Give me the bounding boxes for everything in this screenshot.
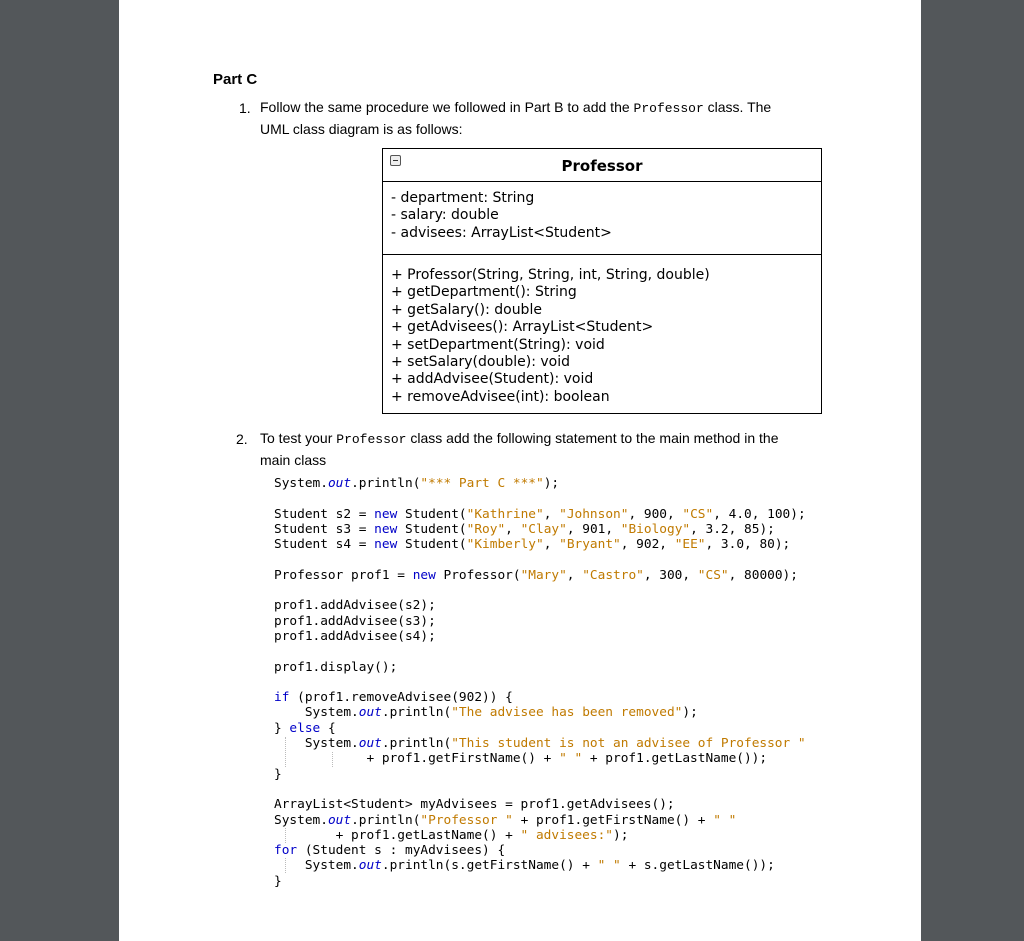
code-token: , 3.0, 80); xyxy=(705,537,791,553)
code-token: Student( xyxy=(397,537,467,553)
code-token: ArrayList<Student> myAdvisees = prof1.getAdvisees(); xyxy=(274,797,675,813)
uml-attributes xyxy=(383,182,821,255)
code-token: .println( xyxy=(351,812,421,828)
code-token: } xyxy=(274,766,282,782)
uml-operation: + getAdvisees(): ArrayList<Student> xyxy=(391,319,654,336)
uml-class-diagram xyxy=(382,148,822,414)
code-token: prof1.addAdvisee(s3); xyxy=(274,613,436,629)
code-token: , 902, xyxy=(620,537,675,553)
code-token: + prof1.getLastName()); xyxy=(582,751,768,767)
code-token: + prof1.getFirstName() + xyxy=(274,751,560,767)
code-token: "Kathrine" xyxy=(466,506,544,522)
code-token: System. xyxy=(274,476,328,491)
uml-operation: + removeAdvisee(int): boolean xyxy=(391,388,610,405)
code-token: , 3.2, 85); xyxy=(690,521,775,537)
code-token: for xyxy=(274,843,298,859)
class-name-code: Professor xyxy=(633,101,704,116)
code-token: "Biology" xyxy=(620,521,691,537)
code-line xyxy=(274,797,675,812)
code-line xyxy=(274,537,790,552)
uml-operation: + setDepartment(String): void xyxy=(391,336,605,353)
code-token: , 300, xyxy=(643,567,698,583)
uml-attribute: - salary: double xyxy=(391,207,499,224)
code-line xyxy=(274,660,397,675)
code-token: System. xyxy=(274,705,359,721)
code-line xyxy=(274,843,505,858)
code-token: , 4.0, 100); xyxy=(713,506,806,522)
code-token: Professor prof1 = xyxy=(274,567,413,583)
code-token: .println(s.getFirstName() + xyxy=(381,858,598,874)
code-token: .println( xyxy=(381,736,452,752)
code-token: out xyxy=(358,705,382,721)
code-token: , 80000); xyxy=(728,567,798,583)
code-token: "*** Part C ***" xyxy=(420,476,544,491)
code-token: if xyxy=(274,690,290,706)
code-token: "CS" xyxy=(682,506,714,522)
uml-attribute: - department: String xyxy=(391,190,535,206)
step-2-number: 2. xyxy=(236,431,248,447)
code-line xyxy=(274,614,436,629)
step-1-number: 1. xyxy=(239,100,251,116)
code-token: "Roy" xyxy=(466,521,506,537)
uml-attribute: - advisees: ArrayList<Student> xyxy=(391,224,612,241)
uml-operation: + setSalary(double): void xyxy=(391,354,570,371)
code-line xyxy=(274,690,513,705)
code-line xyxy=(274,736,806,751)
code-token: "EE" xyxy=(674,537,706,553)
code-token: new xyxy=(412,567,436,583)
code-line xyxy=(274,858,775,873)
code-token: "Mary" xyxy=(520,567,567,583)
uml-operation: + getDepartment(): String xyxy=(391,284,577,301)
code-token: out xyxy=(358,736,382,752)
code-token: new xyxy=(374,537,398,553)
code-token: + s.getLastName()); xyxy=(620,858,775,874)
code-line xyxy=(274,629,436,644)
uml-operation: + addAdvisee(Student): void xyxy=(391,371,594,388)
code-token: Student( xyxy=(397,506,467,522)
code-token: new xyxy=(374,506,398,522)
code-token: " " xyxy=(559,751,583,767)
code-token: "Clay" xyxy=(520,521,567,537)
code-token: Student s3 = xyxy=(274,521,375,537)
code-line xyxy=(274,476,559,491)
code-line xyxy=(274,507,806,522)
code-token: " advisees:" xyxy=(520,827,613,843)
code-token: } xyxy=(274,873,282,889)
code-token: , xyxy=(543,506,560,522)
code-token: System. xyxy=(274,858,359,874)
code-token: Professor( xyxy=(435,567,521,583)
code-token: prof1.addAdvisee(s4); xyxy=(274,628,436,644)
uml-operation: + getSalary(): double xyxy=(391,301,542,318)
code-token: out xyxy=(327,476,352,491)
code-token: .println( xyxy=(351,476,421,491)
code-line xyxy=(274,522,775,537)
code-line xyxy=(274,828,628,843)
code-token: (Student s : myAdvisees) { xyxy=(297,843,506,859)
code-token: Student( xyxy=(397,521,467,537)
code-token: { xyxy=(320,720,336,736)
code-token: ); xyxy=(613,827,629,843)
code-block xyxy=(274,476,806,889)
step-1-text: Follow the same procedure we followed in Part B to add the Professor class. The UML class diagram is as follows: xyxy=(260,99,772,137)
code-line xyxy=(274,767,282,782)
code-token: "The advisee has been removed" xyxy=(451,705,683,721)
code-token: System. xyxy=(274,736,359,752)
code-token: ); xyxy=(682,705,698,721)
uml-operation: + Professor(String, String, int, String, double) xyxy=(391,267,710,283)
uml-operations xyxy=(383,255,821,406)
code-token: " " xyxy=(713,812,737,828)
code-token: prof1.addAdvisee(s2); xyxy=(274,598,436,614)
code-token: System. xyxy=(274,812,328,828)
code-token: Student s2 = xyxy=(274,506,375,522)
code-token: new xyxy=(374,521,398,537)
code-token: else xyxy=(289,720,321,736)
class-name-code: Professor xyxy=(336,432,407,447)
code-token: , xyxy=(505,521,521,537)
code-line xyxy=(274,568,798,583)
code-line xyxy=(274,721,336,736)
code-token: "Johnson" xyxy=(559,506,629,522)
code-token: out xyxy=(327,812,352,828)
code-line xyxy=(274,751,767,766)
code-token: out xyxy=(358,858,382,874)
code-token: , 901, xyxy=(566,521,621,537)
code-token: "Bryant" xyxy=(559,537,621,553)
code-token: , xyxy=(543,537,560,553)
code-token: + prof1.getFirstName() + xyxy=(512,812,714,828)
section-heading: Part C xyxy=(213,71,258,88)
document-page xyxy=(119,0,921,941)
code-token: } xyxy=(274,720,290,736)
code-line xyxy=(274,598,436,613)
code-token: (prof1.removeAdvisee(902)) { xyxy=(289,690,513,706)
code-token: "Castro" xyxy=(582,567,644,583)
code-token: "This student is not an advisee of Professor " xyxy=(451,736,806,752)
code-token: "Professor " xyxy=(420,812,513,828)
code-token: prof1.display(); xyxy=(274,659,398,675)
code-token: Student s4 = xyxy=(274,537,375,553)
code-token: "Kimberly" xyxy=(466,537,544,553)
code-token: ); xyxy=(543,476,560,491)
code-line xyxy=(274,813,736,828)
code-line xyxy=(274,874,282,889)
code-line xyxy=(274,705,698,720)
code-token: "CS" xyxy=(697,567,729,583)
code-token: + prof1.getLastName() + xyxy=(274,827,521,843)
code-token: , xyxy=(566,567,583,583)
uml-class-name: Professor xyxy=(561,157,643,175)
code-token: " " xyxy=(597,858,621,874)
step-2-text: To test your Professor class add the following statement to the main method in the main class xyxy=(260,430,779,468)
code-token: .println( xyxy=(381,705,452,721)
uml-header xyxy=(383,149,821,182)
code-token: , 900, xyxy=(628,506,683,522)
